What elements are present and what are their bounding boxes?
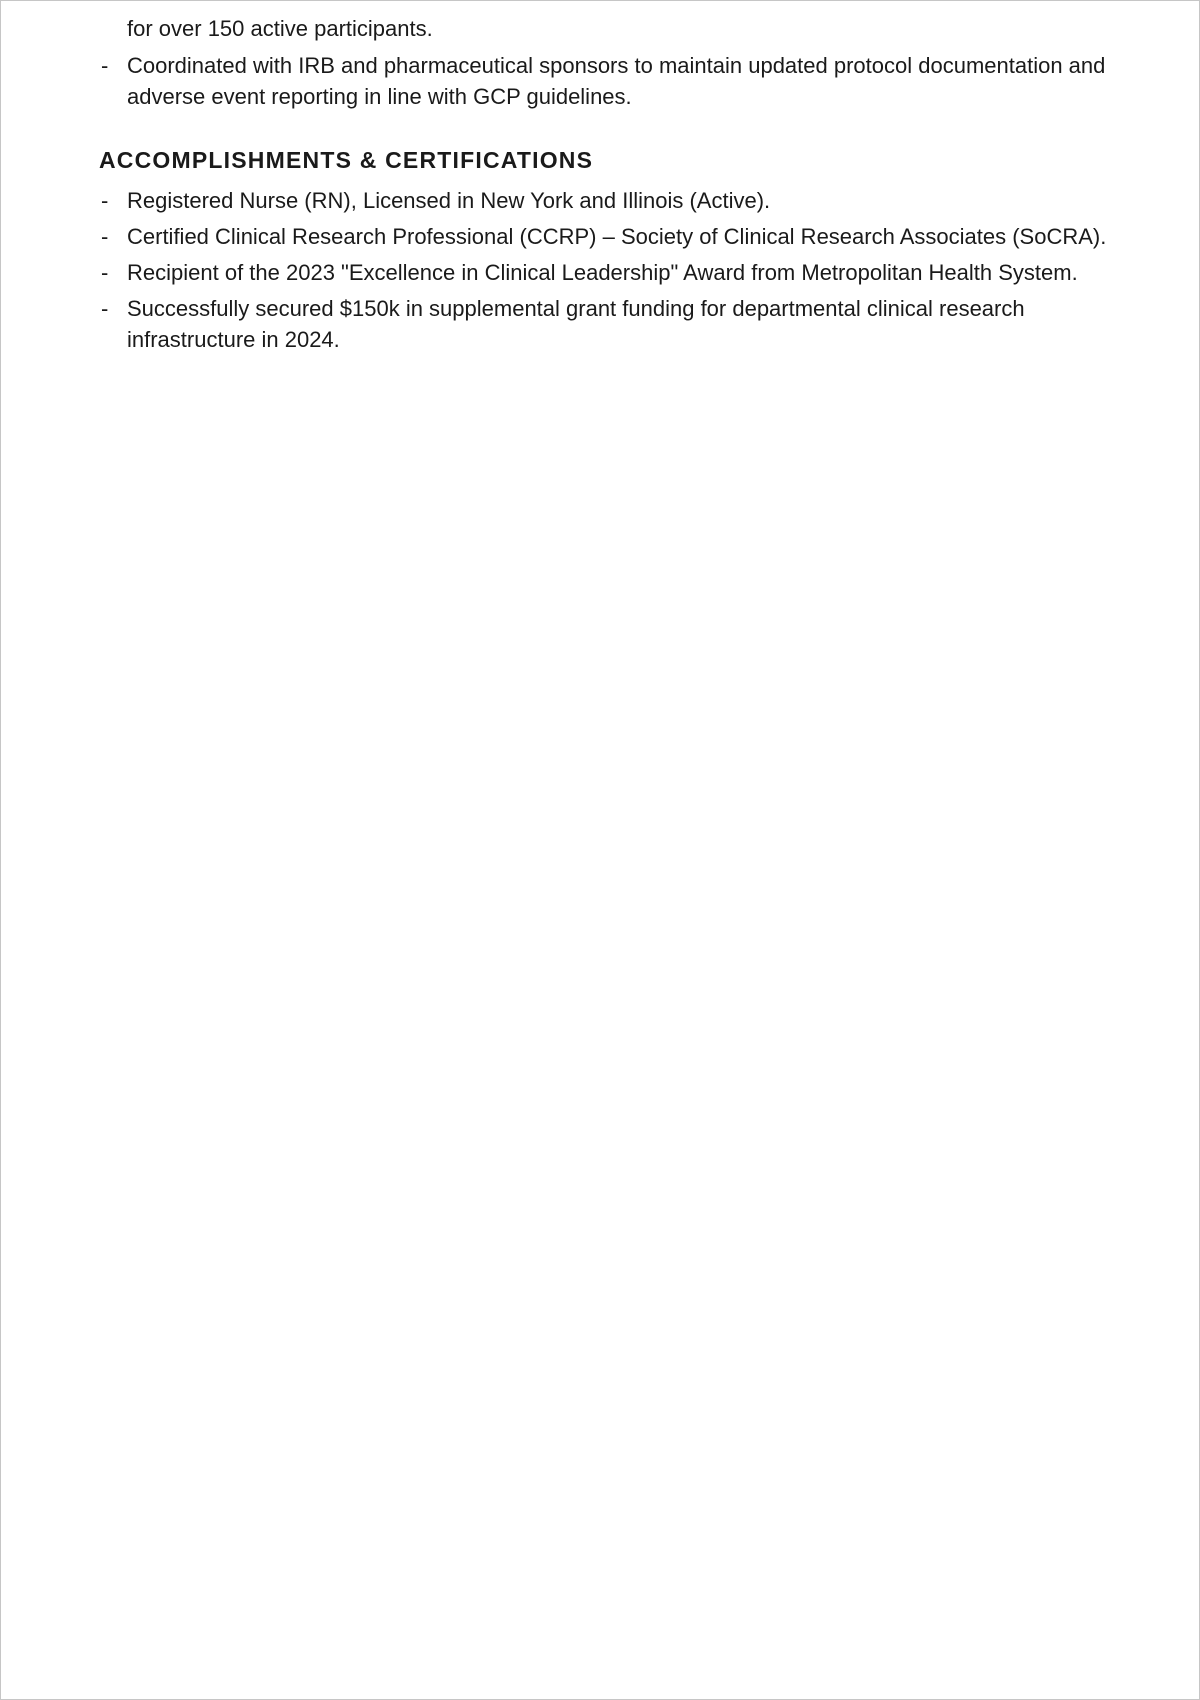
page-content bbox=[99, 13, 1119, 360]
experience-bullet-list bbox=[99, 50, 1119, 112]
list-item bbox=[99, 293, 1119, 355]
bullet-dash: - bbox=[101, 296, 109, 321]
list-item bbox=[99, 50, 1119, 112]
bullet-dash: - bbox=[101, 224, 109, 249]
bullet-text: Registered Nurse (RN), Licensed in New York and Illinois (Active). bbox=[127, 188, 771, 213]
bullet-text: Coordinated with IRB and pharmaceutical sponsors to maintain updated protocol documentation and adverse event reporting in line with GCP guidelines. bbox=[127, 53, 1106, 109]
list-item bbox=[99, 221, 1119, 252]
list-item bbox=[99, 185, 1119, 216]
section-heading-accomplishments: ACCOMPLISHMENTS & CERTIFICATIONS bbox=[99, 147, 594, 173]
bullet-text: Recipient of the 2023 "Excellence in Clinical Leadership" Award from Metropolitan Health System. bbox=[127, 260, 1078, 285]
bullet-dash: - bbox=[101, 53, 109, 78]
bullet-text: Successfully secured $150k in supplemental grant funding for departmental clinical research infrastructure in 2024. bbox=[127, 296, 1025, 352]
bullet-dash: - bbox=[101, 188, 109, 213]
bullet-continuation-text: for over 150 active participants. bbox=[127, 16, 433, 41]
accomplishments-bullet-list bbox=[99, 185, 1119, 355]
list-item bbox=[99, 257, 1119, 288]
bullet-text: Certified Clinical Research Professional (CCRP) – Society of Clinical Research Associates (SoCRA). bbox=[127, 224, 1107, 249]
bullet-dash: - bbox=[101, 260, 109, 285]
